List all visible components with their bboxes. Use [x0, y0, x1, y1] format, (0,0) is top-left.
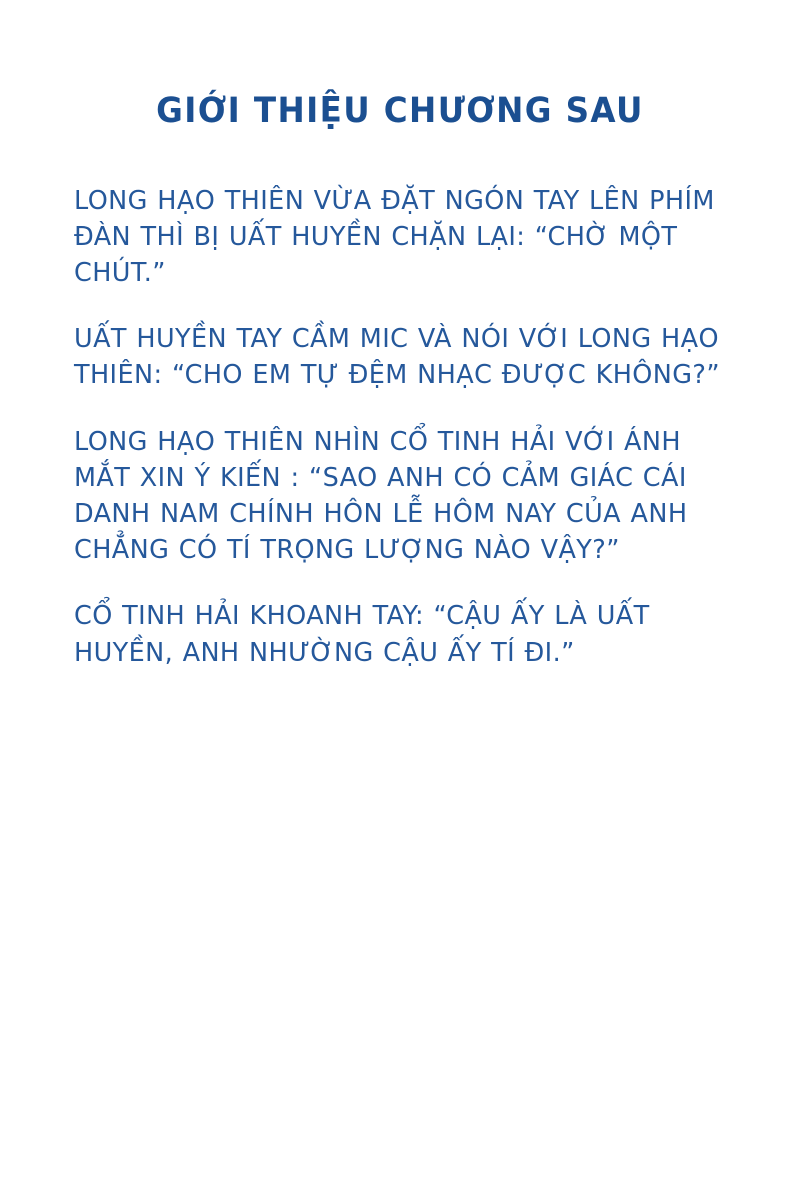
story-text-block	[0, 131, 800, 671]
paragraph: CỔ TINH HẢI KHOANH TAY: “CẬU ẤY LÀ UẤT HUYỀN, ANH NHƯỜNG CẬU ẤY TÍ ĐI.”	[74, 601, 650, 668]
page-title: GIỚI THIỆU CHƯƠNG SAU	[156, 91, 644, 131]
paragraph: LONG HẠO THIÊN NHÌN CỔ TINH HẢI VỚI ÁNH MẮT XIN Ý KIẾN : “SAO ANH CÓ CẢM GIÁC CÁI DANH NAM CHÍNH HÔN LỄ HÔM NAY CỦA ANH CHẲNG CÓ TÍ TRỌNG LƯỢNG NÀO VẬY?”	[74, 426, 688, 566]
paragraph: UẤT HUYỀN TAY CẦM MIC VÀ NÓI VỚI LONG HẠO THIÊN: “CHO EM TỰ ĐỆM NHẠC ĐƯỢC KHÔNG?”	[74, 324, 720, 391]
paragraph: LONG HẠO THIÊN VỪA ĐẶT NGÓN TAY LÊN PHÍM ĐÀN THÌ BỊ UẤT HUYỀN CHẶN LẠI: “CHỜ MỘT CHÚT.”	[74, 185, 715, 288]
